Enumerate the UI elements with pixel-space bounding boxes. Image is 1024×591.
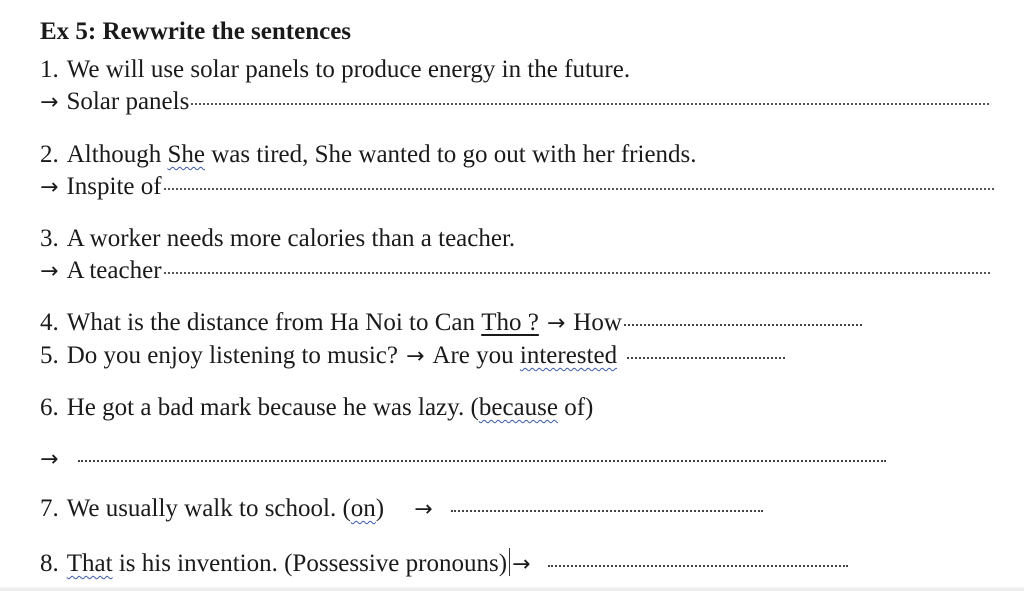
item-5-sentence xyxy=(40,341,785,372)
sentence-text: What is the distance from Ha Noi to Can xyxy=(66,309,482,336)
item-1-sentence xyxy=(40,55,630,85)
sentence-text-end: was tired, She wanted to go out with her friends. xyxy=(204,141,697,168)
answer-prompt: Solar panels xyxy=(66,88,190,115)
marked-word: interested xyxy=(519,342,618,369)
arrow-icon: → xyxy=(40,175,59,200)
answer-prompt: Inspite of xyxy=(66,173,162,200)
item-number: 7. xyxy=(40,495,59,522)
item-8-sentence xyxy=(40,543,848,580)
answer-blank[interactable] xyxy=(451,510,763,512)
item-2-sentence xyxy=(40,140,697,170)
item-number: 3. xyxy=(40,225,59,252)
exercise-title xyxy=(40,17,351,47)
answer-blank[interactable] xyxy=(624,324,862,326)
answer-blank[interactable] xyxy=(78,460,886,462)
marked-word: That xyxy=(66,550,113,577)
hint-word: on xyxy=(350,495,376,522)
exercise-title-text: Ex 5: Rewwrite the sentences xyxy=(40,18,352,45)
hint-end: of) xyxy=(557,394,594,421)
arrow-icon: → xyxy=(40,259,59,284)
sentence-text: is his invention. (Possessive pronouns) xyxy=(112,550,508,577)
sentence-text: He got a bad mark because he was lazy. ( xyxy=(66,394,479,421)
answer-prompt: How xyxy=(573,309,622,336)
marked-word: Tho ? xyxy=(481,309,539,336)
item-number: 1. xyxy=(40,56,59,83)
sentence-text: Do you enjoy listening to music? xyxy=(66,342,398,369)
item-number: 8. xyxy=(40,550,59,577)
arrow-icon: → xyxy=(405,344,425,369)
marked-word: She xyxy=(167,141,205,168)
arrow-icon: → xyxy=(40,90,59,115)
sentence-text: We usually walk to school. ( xyxy=(66,495,351,522)
item-7-sentence xyxy=(40,494,763,525)
answer-blank[interactable] xyxy=(548,565,848,567)
item-number: 6. xyxy=(40,394,59,421)
answer-blank[interactable] xyxy=(191,103,989,105)
item-number: 2. xyxy=(40,141,59,168)
item-6-answer xyxy=(40,445,886,475)
page-bottom-edge xyxy=(0,587,1024,591)
arrow-icon: → xyxy=(40,447,59,472)
text-cursor xyxy=(509,548,510,576)
item-3-answer xyxy=(40,256,990,287)
answer-blank[interactable] xyxy=(164,188,994,190)
item-4-sentence xyxy=(40,308,862,339)
hint-end: ) xyxy=(375,495,385,522)
sentence-text: A worker needs more calories than a teacher. xyxy=(66,225,516,252)
answer-prompt: A teacher xyxy=(66,257,162,284)
answer-blank[interactable] xyxy=(164,272,990,274)
item-1-answer xyxy=(40,87,989,118)
arrow-icon: → xyxy=(546,311,566,336)
hint-word: because xyxy=(478,394,558,421)
item-2-answer xyxy=(40,172,994,203)
sentence-text: We will use solar panels to produce energy in the future. xyxy=(66,56,631,83)
arrow-icon: → xyxy=(512,552,531,577)
answer-blank[interactable] xyxy=(627,357,785,359)
item-number: 5. xyxy=(40,342,59,369)
answer-prompt: Are you xyxy=(432,342,520,369)
item-3-sentence xyxy=(40,224,515,254)
item-6-sentence xyxy=(40,393,593,423)
sentence-text-start: Although xyxy=(66,141,168,168)
item-number: 4. xyxy=(40,309,59,336)
arrow-icon: → xyxy=(414,497,433,522)
